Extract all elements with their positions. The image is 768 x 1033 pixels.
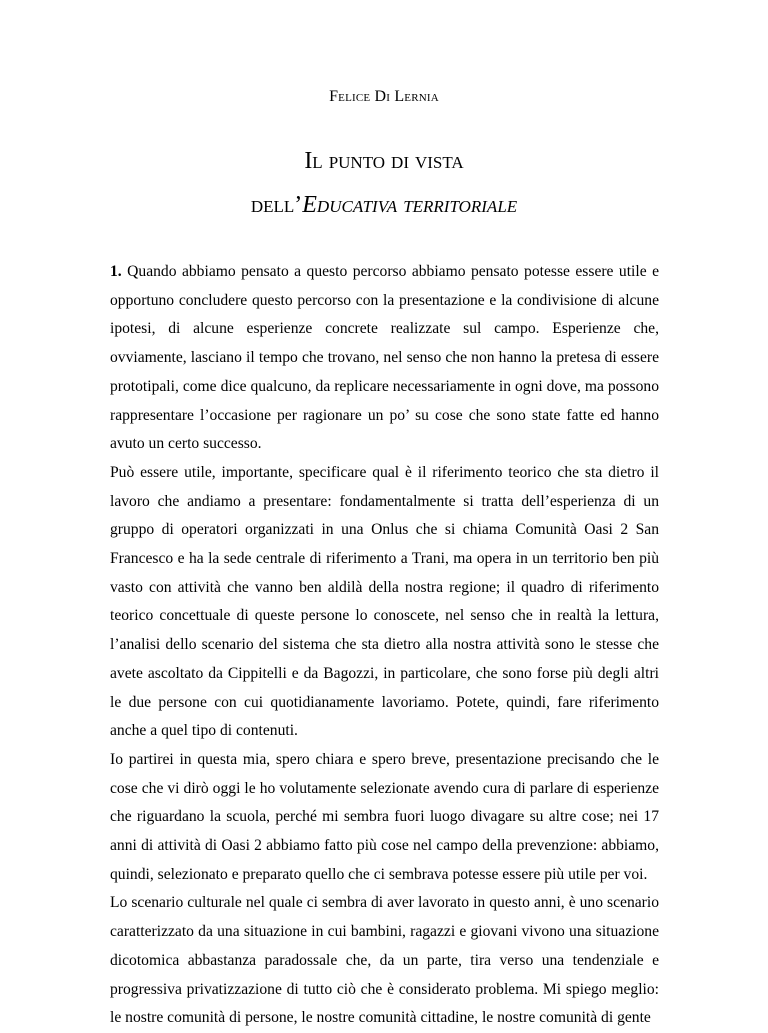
paragraph: Io partirei in questa mia, spero chiara e spero breve, presentazione precisando che le cose che vi dirò oggi le ho volutamente selezionate avendo cura di parlare di esperienze che riguardano la scuola, perché mi sembra fuori luogo divagare su altre cose; nei 17 anni di attività di Oasi 2 abbiamo fatto più cose nel campo della prevenzione: abbiamo, quindi, selezionato e preparato quello che ci sembrava potesse essere più utile per voi. [110,750,659,883]
body-text [110,258,659,1033]
section-number: 1. [110,263,122,280]
title-line-2 [0,192,768,219]
paragraph: Lo scenario culturale nel quale ci sembra di aver lavorato in questo anni, è uno scenario caratterizzato da una situazione in cui bambini, ragazzi e giovani vivono una situazione dicotomica abbastanza paradossale che, da un parte, tira verso una tendenziale e progressiva privatizzazione di tutto ciò che è considerato problema. Mi spiego meglio: le nostre comunità di persone, le nostre comunità cittadine, le nostre comunità di gente [110,894,659,1027]
title-line-1: Il punto di vista [304,148,464,174]
paragraph [110,258,659,459]
author-name: Felice Di Lernia [329,88,439,105]
title-line-2-prefix: dell’ [250,192,303,218]
paragraph-text: Quando abbiamo pensato a questo percorso abbiamo pensato potesse essere utile e opportuno concludere questo percorso con la presentazione e la condivisione di alcune ipotesi, di alcune esperienze concrete realizzate sul campo. Esperienze che, ovviamente, lasciano il tempo che trovano, nel senso che non hanno la pretesa di essere prototipali, come dice qualcuno, da replicare necessariamente in ogni dove, ma possono rappresentare l’occasione per ragionare un po’ su cose che sono state fatte ed hanno avuto un certo successo. [110,263,659,453]
paragraph: Può essere utile, importante, specificare qual è il riferimento teorico che sta dietro il lavoro che andiamo a presentare: fondamentalmente si tratta dell’esperienza di un gruppo di operatori organizzati in una Onlus che si chiama Comunità Oasi 2 San Francesco e ha la sede centrale di riferimento a Trani, ma opera in un territorio ben più vasto con attività che vanno ben aldilà della nostra regione; il quadro di riferimento teorico concettuale di queste persone lo conoscete, nel senso che in realtà la lettura, l’analisi dello scenario del sistema che sta dietro alla nostra attività sono le stesse che avete ascoltato da Cippitelli e da Bagozzi, in particolare, che sono forse più degli altri le due persone con cui quotidianamente lavoriamo. Potete, quindi, fare riferimento anche a quel tipo di contenuti. [110,463,659,740]
title-line-2-italic: Educativa territoriale [302,192,518,218]
